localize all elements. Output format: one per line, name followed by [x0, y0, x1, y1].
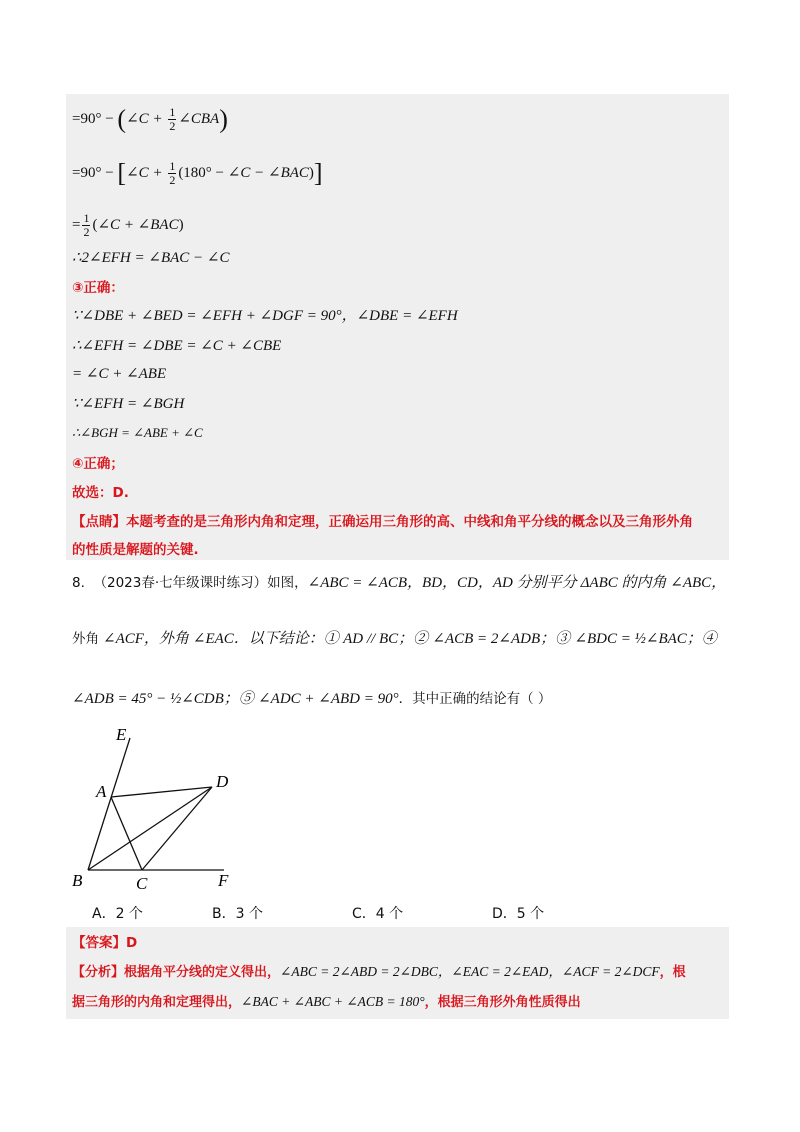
step4-label: ④正确；: [72, 456, 124, 472]
proof-line-3: = ∠C + ∠ABE: [72, 366, 167, 382]
analysis-1b: ∠ABC = 2∠ABD = 2∠DBC，∠EAC = 2∠EAD，∠ACF = 2∠DCF: [280, 964, 660, 979]
line-AC: [111, 797, 142, 870]
option-d[interactable]: D．5 个: [492, 906, 545, 922]
q8-p1b: ΔABC 的内角 ∠ABC，: [580, 575, 727, 591]
label-B: B: [72, 871, 83, 890]
q8-p2e: ∠ACB = 2∠ADB；③: [432, 631, 571, 647]
analysis-1c: ，根: [659, 965, 686, 980]
q8-p2f: ∠BDC = ½∠BAC；④: [574, 631, 717, 647]
analysis-2b: ∠BAC + ∠ABC + ∠ACB = 180°: [241, 994, 425, 1009]
analysis-line-1: [72, 963, 686, 982]
solution-line-2: =90° − [∠C + $\frac{1}{2}$ (180° − ∠C − ∠BAC)]: [72, 158, 323, 188]
q8-source: （2023春·七年级课时练习）如图，: [93, 575, 308, 591]
comment-line-2: 的性质是解题的关键.: [72, 542, 199, 558]
q8-p2d: AD // BC；②: [343, 631, 429, 647]
label-A: A: [96, 782, 107, 801]
choice-label: 故选：D.: [72, 485, 129, 501]
line-CD: [142, 787, 212, 870]
q8-line-3: [72, 690, 551, 708]
option-a[interactable]: A．2 个: [92, 906, 143, 922]
analysis-tag: 【分析】: [72, 965, 125, 980]
q8-p3b: ∠ADC + ∠ABD = 90°: [258, 691, 399, 707]
q8-p2c: ∠EAC．以下结论：①: [192, 631, 339, 647]
analysis-2c: ，根据三角形外角性质得出: [424, 995, 581, 1010]
answer-line: [72, 934, 137, 952]
q8-p2a: 外角: [72, 631, 99, 647]
comment-text-1: 本题考查的是三角形内角和定理，正确运用三角形的高、中线和角平分线的概念以及三角形外角: [126, 514, 693, 530]
analysis-line-2: [72, 993, 581, 1012]
label-F: F: [218, 871, 229, 890]
option-c[interactable]: C．4 个: [352, 906, 404, 922]
q8-p2b: ∠ACF，外角: [103, 631, 189, 647]
q8-line-1: [72, 574, 726, 592]
line-BE: [88, 738, 130, 870]
proof-line-2: ∴∠EFH = ∠DBE = ∠C + ∠CBE: [72, 338, 282, 354]
q8-p3a: ∠ADB = 45° − ½∠CDB；⑤: [72, 691, 254, 707]
step3-label: ③正确：: [72, 280, 124, 296]
q8-line-2: [72, 630, 717, 648]
label-E: E: [116, 725, 127, 744]
label-C: C: [136, 874, 148, 893]
q8-p3c: ．其中正确的结论有（ ）: [398, 691, 552, 707]
label-D: D: [216, 772, 229, 791]
q8-p1: ∠ABC = ∠ACB，BD，CD，AD 分别平分: [307, 575, 577, 591]
analysis-2a: 据三角形的内角和定理得出，: [72, 995, 242, 1010]
solution-line-1: =90° − (∠C + $\frac{1}{2}$ ∠CBA): [72, 104, 228, 134]
proof-line-4: ∵∠EFH = ∠BGH: [72, 396, 185, 412]
answer-value: D: [126, 935, 138, 951]
comment-tag: 【点睛】: [72, 514, 126, 530]
solution-line-4: ∴2∠EFH = ∠BAC − ∠C: [72, 250, 230, 266]
analysis-1a: 根据角平分线的定义得出，: [124, 965, 281, 980]
comment-line-1: [72, 513, 693, 531]
q8-number: 8.: [72, 575, 85, 591]
line-AD: [111, 787, 212, 797]
line-BD: [88, 787, 212, 870]
solution-line-3: = $\frac{1}{2}$ (∠C + ∠BAC): [72, 211, 184, 239]
answer-tag: 【答案】: [72, 935, 126, 951]
proof-line-1: ∵∠DBE + ∠BED = ∠EFH + ∠DGF = 90°，∠DBE = ∠EFH: [72, 308, 458, 324]
option-b[interactable]: B．3 个: [212, 906, 263, 922]
proof-line-5: ∴∠BGH = ∠ABE + ∠C: [72, 425, 203, 440]
geometry-diagram: [66, 724, 266, 894]
